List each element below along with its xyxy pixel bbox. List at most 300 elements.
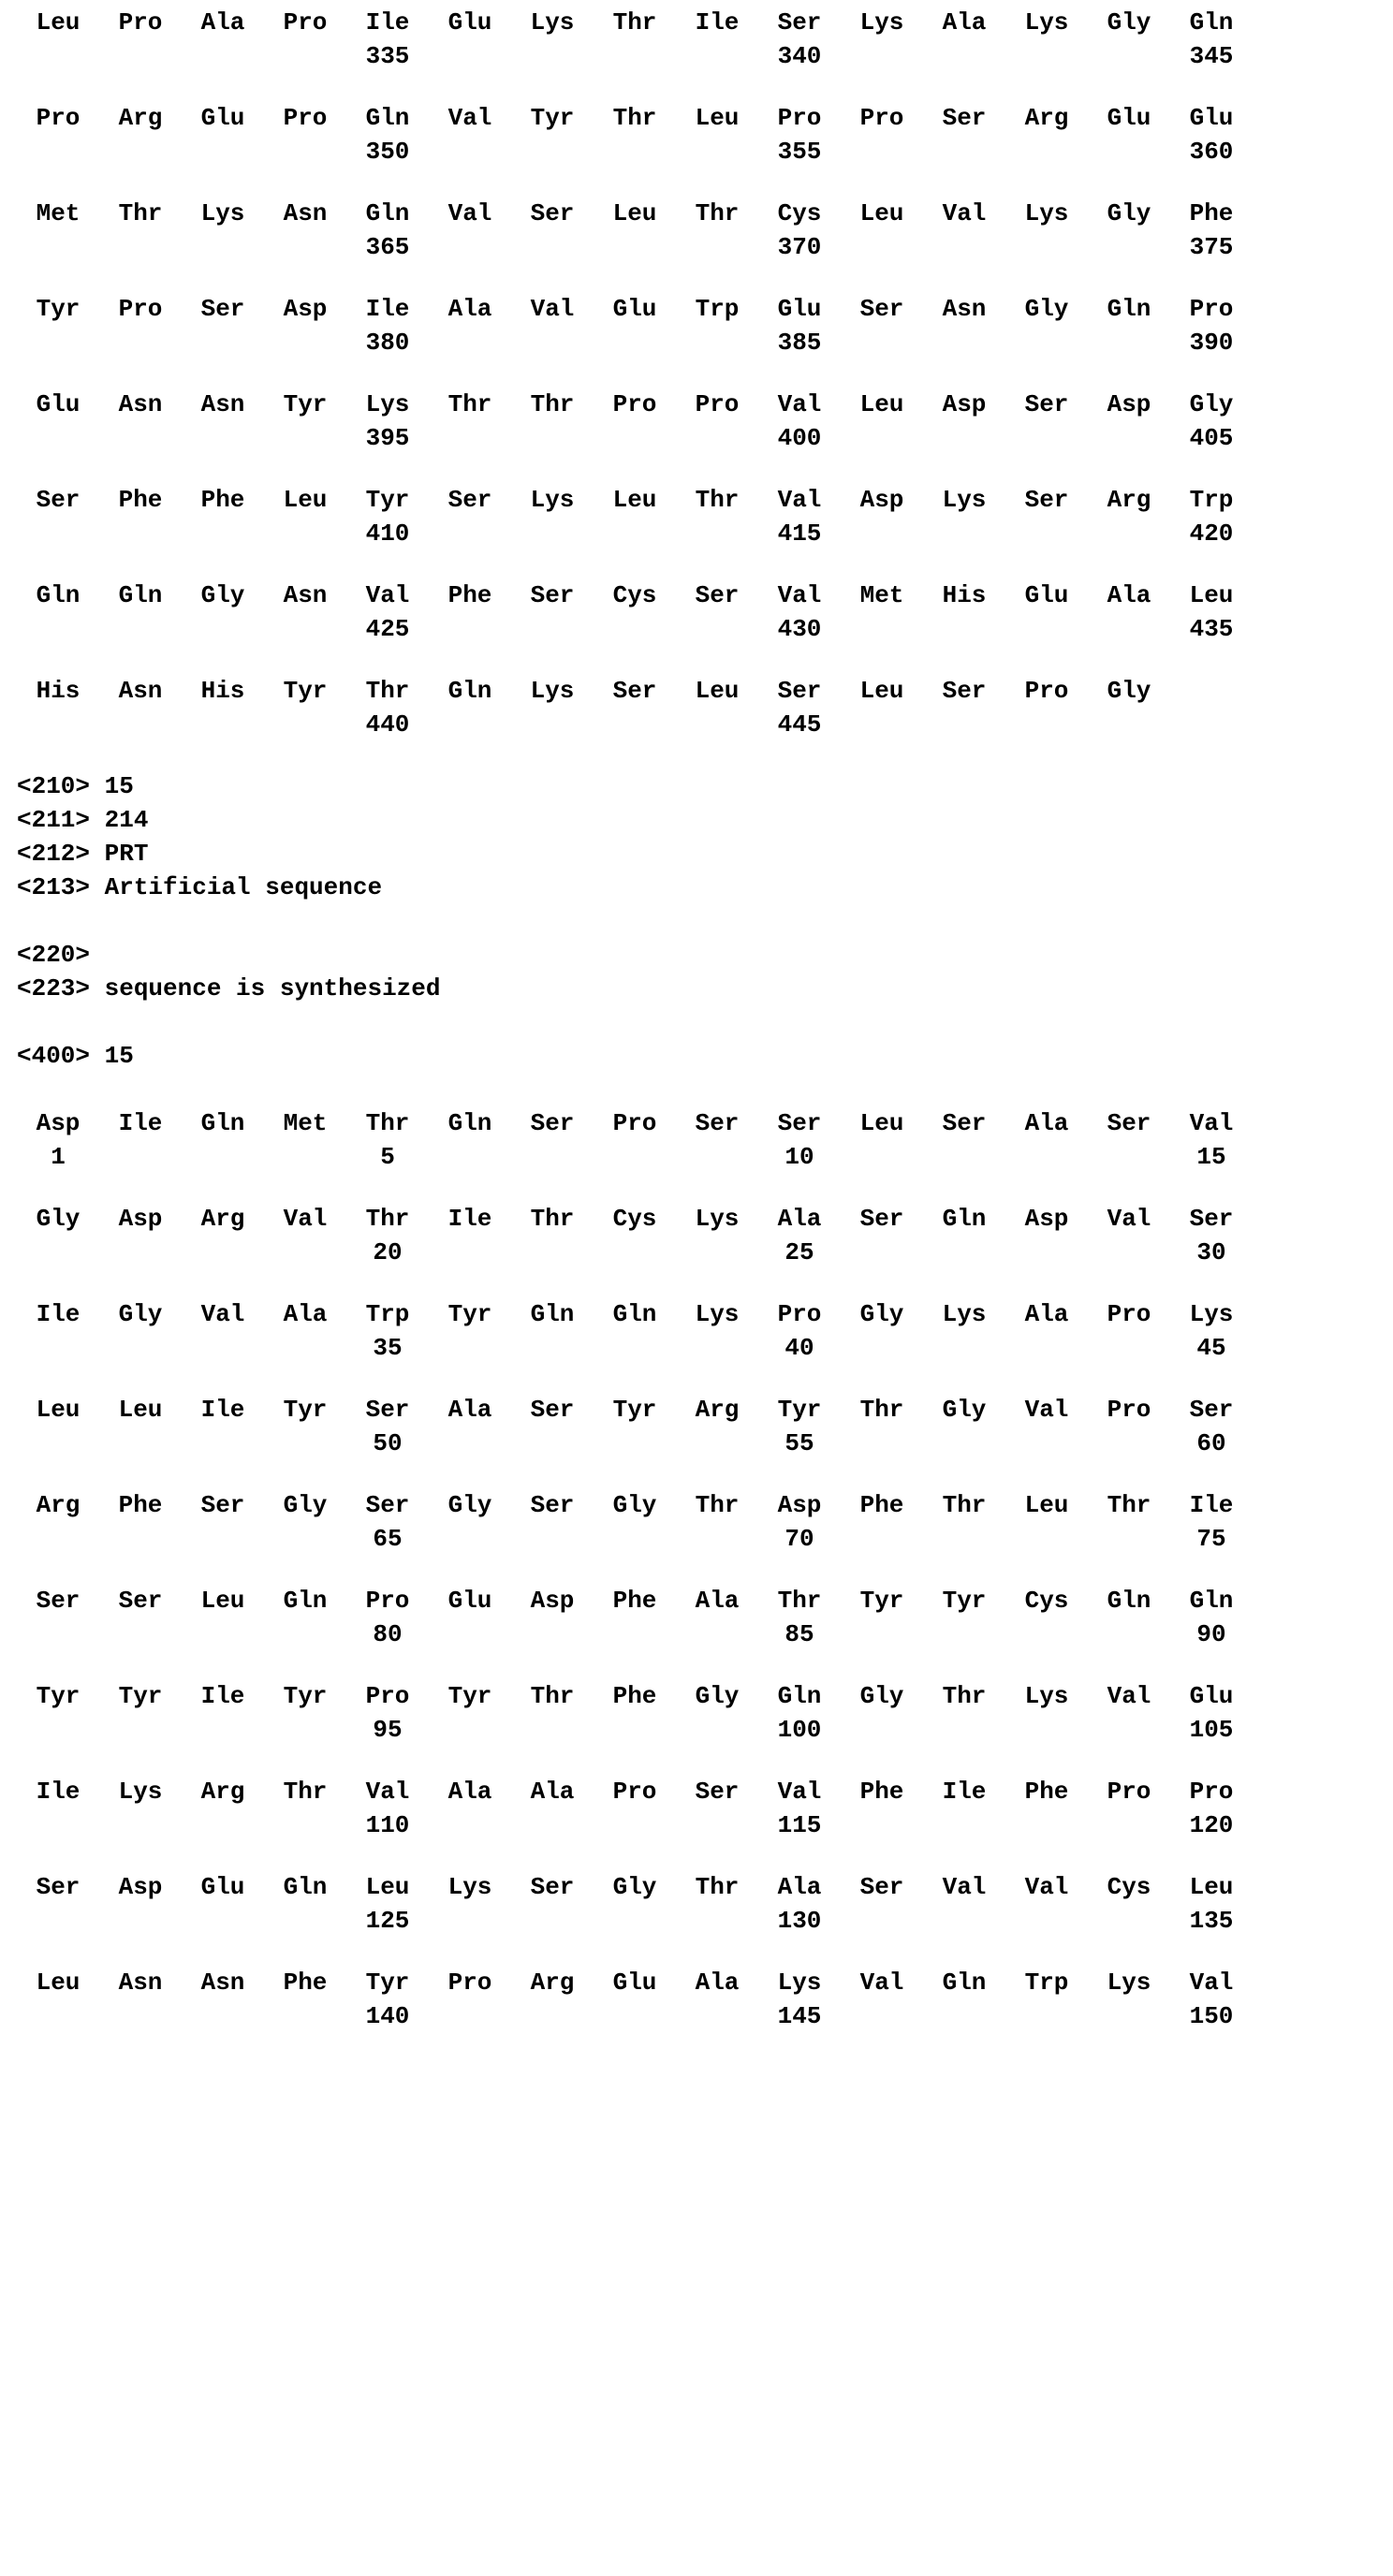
residue: Pro <box>1107 1300 1151 1328</box>
residue: Ser <box>942 104 987 132</box>
residue-number: 100 <box>777 1716 822 1744</box>
residue: Lys <box>1024 1682 1069 1710</box>
residue: Thr <box>283 1778 328 1806</box>
residue-number: 1 <box>51 1143 66 1171</box>
residue-number-blank <box>676 612 758 646</box>
residue: Lys <box>530 677 575 705</box>
residue-number-row <box>17 326 1393 359</box>
residue: Gln <box>942 1205 987 1233</box>
residue: Leu <box>859 677 904 705</box>
residue-number-blank <box>1088 39 1170 73</box>
residue-number-blank <box>429 1236 511 1269</box>
residue-number-blank <box>841 326 923 359</box>
residue: Pro <box>777 104 822 132</box>
tag-line: <213> Artificial sequence <box>17 873 383 901</box>
residue-number-blank <box>841 39 923 73</box>
residue-number-blank <box>17 1236 99 1269</box>
residue: Gly <box>859 1300 904 1328</box>
residue-number-blank <box>429 1522 511 1556</box>
residue-number-blank <box>923 135 1005 168</box>
residue: Phe <box>859 1778 904 1806</box>
residue-row <box>17 292 1393 326</box>
residue-number-blank <box>1005 708 1088 741</box>
residue: Pro <box>365 1587 410 1615</box>
residue-number: 50 <box>373 1429 403 1457</box>
residue-number-blank <box>1005 1617 1088 1651</box>
tag-line: <212> PRT <box>17 840 149 868</box>
residue-number-blank <box>1005 326 1088 359</box>
residue-number: 335 <box>365 42 410 70</box>
residue-number-row <box>17 421 1393 455</box>
residue: Leu <box>36 8 81 37</box>
residue: Asp <box>859 486 904 514</box>
residue-row <box>17 1584 1393 1617</box>
residue-number: 355 <box>777 138 822 166</box>
residue-number-blank <box>841 517 923 550</box>
residue: Glu <box>1024 581 1069 609</box>
residue-number-blank <box>676 1904 758 1938</box>
residue-number-blank <box>1005 1999 1088 2033</box>
residue-number-blank <box>841 1522 923 1556</box>
residue-number: 105 <box>1189 1716 1234 1744</box>
residue-number-blank <box>676 1808 758 1842</box>
residue-number-blank <box>264 1427 346 1460</box>
residue-number: 150 <box>1189 2002 1234 2030</box>
residue-number-blank <box>594 135 676 168</box>
residue-number: 70 <box>784 1525 814 1553</box>
residue-number-blank <box>1005 1140 1088 1174</box>
residue: Thr <box>365 1205 410 1233</box>
residue-number-blank <box>264 230 346 264</box>
residue: Tyr <box>283 1682 328 1710</box>
residue: Gln <box>612 1300 657 1328</box>
residue-number-blank <box>841 1904 923 1938</box>
residue: Val <box>777 486 822 514</box>
residue: Ser <box>365 1396 410 1424</box>
residue: Pro <box>612 390 657 418</box>
residue: Thr <box>118 199 163 227</box>
residue-number-blank <box>17 326 99 359</box>
residue: Val <box>283 1205 328 1233</box>
residue: Cys <box>1024 1587 1069 1615</box>
residue-number-row <box>17 39 1393 73</box>
residue: Tyr <box>530 104 575 132</box>
residue-number-blank <box>841 1331 923 1365</box>
residue-number: 360 <box>1189 138 1234 166</box>
residue: Leu <box>859 390 904 418</box>
residue: Thr <box>695 486 740 514</box>
residue: Lys <box>942 1300 987 1328</box>
residue: Gln <box>365 104 410 132</box>
residue-number-blank <box>17 1617 99 1651</box>
residue-number-blank <box>182 612 264 646</box>
residue: Thr <box>942 1491 987 1519</box>
residue: Pro <box>118 295 163 323</box>
residue-number-blank <box>1088 1713 1170 1747</box>
residue: Ser <box>36 1587 81 1615</box>
residue-number-blank <box>429 517 511 550</box>
residue-number-blank <box>511 135 594 168</box>
residue-number-blank <box>1005 1713 1088 1747</box>
residue: Val <box>200 1300 245 1328</box>
residue: Thr <box>942 1682 987 1710</box>
sequence-block <box>17 1870 1393 1938</box>
residue: Asp <box>118 1873 163 1901</box>
residue: Pro <box>612 1109 657 1137</box>
residue: Phe <box>447 581 492 609</box>
residue-number-blank <box>923 1617 1005 1651</box>
residue: Trp <box>1024 1969 1069 1997</box>
residue: Ala <box>777 1873 822 1901</box>
residue: Asn <box>118 390 163 418</box>
residue: Tyr <box>777 1396 822 1424</box>
residue: Ala <box>695 1969 740 1997</box>
residue-number-blank <box>511 1427 594 1460</box>
residue: Tyr <box>283 390 328 418</box>
residue: Pro <box>1107 1396 1151 1424</box>
residue: Lys <box>942 486 987 514</box>
residue: Lys <box>530 486 575 514</box>
residue: Arg <box>1107 486 1151 514</box>
residue-number-blank <box>676 326 758 359</box>
residue-number-blank <box>429 1427 511 1460</box>
residue-number-blank <box>676 1236 758 1269</box>
residue-number-blank <box>594 326 676 359</box>
residue-number-blank <box>1088 1617 1170 1651</box>
residue-number-blank <box>676 230 758 264</box>
spacer <box>17 904 1393 938</box>
residue-number-blank <box>1005 135 1088 168</box>
residue: Asn <box>942 295 987 323</box>
sequence-block <box>17 578 1393 646</box>
residue: Pro <box>365 1682 410 1710</box>
residue: Asn <box>283 199 328 227</box>
residue-number-blank <box>594 230 676 264</box>
residue: Ser <box>859 295 904 323</box>
residue-row <box>17 1297 1393 1331</box>
residue: Asp <box>942 390 987 418</box>
residue: Pro <box>859 104 904 132</box>
residue: Thr <box>447 390 492 418</box>
residue-number-row <box>17 1713 1393 1747</box>
residue: Met <box>859 581 904 609</box>
residue: Phe <box>1189 199 1234 227</box>
residue: Phe <box>200 486 245 514</box>
residue-row <box>17 1393 1393 1427</box>
residue-number-blank <box>99 421 182 455</box>
residue: Ile <box>200 1396 245 1424</box>
residue-number-blank <box>17 1999 99 2033</box>
residue: His <box>942 581 987 609</box>
sequence-block <box>17 1679 1393 1747</box>
residue-number-blank <box>17 708 99 741</box>
residue-number-blank <box>676 39 758 73</box>
residue: Lys <box>1107 1969 1151 1997</box>
residue: Ala <box>530 1778 575 1806</box>
residue: Ser <box>612 677 657 705</box>
residue-number-blank <box>17 1427 99 1460</box>
residue-number: 375 <box>1189 233 1234 261</box>
residue: Val <box>1189 1109 1234 1137</box>
residue: Glu <box>612 295 657 323</box>
residue-number-blank <box>264 1617 346 1651</box>
residue-number-blank <box>676 517 758 550</box>
residue-number-blank <box>264 1713 346 1747</box>
residue-number-blank <box>1005 421 1088 455</box>
residue-number-blank <box>264 135 346 168</box>
residue-number-blank <box>1088 1522 1170 1556</box>
residue-number-blank <box>841 1140 923 1174</box>
residue-number: 345 <box>1189 42 1234 70</box>
residue: Ser <box>365 1491 410 1519</box>
residue-number-row <box>17 1427 1393 1460</box>
residue: Lys <box>447 1873 492 1901</box>
residue: Ala <box>1024 1300 1069 1328</box>
residue: Ile <box>695 8 740 37</box>
residue-number-blank <box>594 517 676 550</box>
residue-number-blank <box>1088 708 1170 741</box>
residue-number-blank <box>182 1904 264 1938</box>
residue-number-blank <box>841 1236 923 1269</box>
residue-row <box>17 483 1393 517</box>
residue: Asp <box>530 1587 575 1615</box>
residue-number-blank <box>511 1904 594 1938</box>
residue-number: 120 <box>1189 1811 1234 1839</box>
residue: Lys <box>859 8 904 37</box>
sequence-block <box>17 1106 1393 1174</box>
sequence-block <box>17 1775 1393 1842</box>
residue-number-blank <box>594 1331 676 1365</box>
residue-number-blank <box>1005 1904 1088 1938</box>
residue-number-blank <box>99 326 182 359</box>
residue: Ser <box>942 1109 987 1137</box>
residue-number-blank <box>923 612 1005 646</box>
residue-number-blank <box>841 612 923 646</box>
residue: Leu <box>859 199 904 227</box>
residue: Glu <box>447 8 492 37</box>
residue: Lys <box>695 1300 740 1328</box>
residue: Glu <box>200 104 245 132</box>
residue: Ile <box>365 8 410 37</box>
residue-number-blank <box>594 612 676 646</box>
residue: Lys <box>777 1969 822 1997</box>
residue: Arg <box>695 1396 740 1424</box>
residue-number-blank <box>511 1713 594 1747</box>
sequence-block <box>17 6 1393 73</box>
residue: Lys <box>530 8 575 37</box>
residue-number-blank <box>264 1140 346 1174</box>
residue: His <box>200 677 245 705</box>
residue-number-blank <box>429 326 511 359</box>
residue: Pro <box>1189 1778 1234 1806</box>
residue: Arg <box>200 1205 245 1233</box>
residue: Ile <box>200 1682 245 1710</box>
residue: Gly <box>1024 295 1069 323</box>
residue: Ile <box>36 1300 81 1328</box>
residue: Trp <box>1189 486 1234 514</box>
residue-number-blank <box>99 1904 182 1938</box>
residue-number-blank <box>182 230 264 264</box>
residue: Leu <box>1189 1873 1234 1901</box>
residue: Pro <box>447 1969 492 1997</box>
residue: Pro <box>1024 677 1069 705</box>
residue: Ala <box>695 1587 740 1615</box>
residue-number-blank <box>1088 135 1170 168</box>
residue-number-blank <box>264 1808 346 1842</box>
residue: Cys <box>1107 1873 1151 1901</box>
residue: Ser <box>777 1109 822 1137</box>
residue: Ser <box>200 1491 245 1519</box>
residue: Arg <box>36 1491 81 1519</box>
residue: Glu <box>1107 104 1151 132</box>
residue-number-blank <box>594 1522 676 1556</box>
residue: Asn <box>283 581 328 609</box>
tag-group <box>17 769 1393 904</box>
residue: Lys <box>1024 8 1069 37</box>
residue-number-blank <box>594 1427 676 1460</box>
residue: Met <box>36 199 81 227</box>
residue: Gln <box>283 1587 328 1615</box>
residue-number-blank <box>1005 39 1088 73</box>
residue: Glu <box>200 1873 245 1901</box>
residue-number-blank <box>99 39 182 73</box>
residue: Tyr <box>447 1300 492 1328</box>
residue-number-blank <box>1088 421 1170 455</box>
residue-number-blank <box>1088 1140 1170 1174</box>
residue-number: 35 <box>373 1334 403 1362</box>
residue-number-blank <box>676 708 758 741</box>
residue-number-blank <box>182 421 264 455</box>
residue: Trp <box>695 295 740 323</box>
residue-number-blank <box>99 1522 182 1556</box>
residue-number-blank <box>511 1617 594 1651</box>
residue-number-blank <box>182 1522 264 1556</box>
residue-number-blank <box>923 1236 1005 1269</box>
tag-line: <400> 15 <box>17 1042 134 1070</box>
residue-number-blank <box>429 1904 511 1938</box>
residue: Gly <box>200 581 245 609</box>
residue-number-blank <box>923 1999 1005 2033</box>
residue: Thr <box>365 677 410 705</box>
residue-number-blank <box>676 1140 758 1174</box>
residue: Val <box>365 581 410 609</box>
residue: Thr <box>695 199 740 227</box>
residue: Cys <box>612 1205 657 1233</box>
residue: Gln <box>942 1969 987 1997</box>
residue-number-blank <box>264 1999 346 2033</box>
sequence-block <box>17 1297 1393 1365</box>
residue: Asp <box>1107 390 1151 418</box>
residue-number-blank <box>1005 1236 1088 1269</box>
residue-number-blank <box>264 1331 346 1365</box>
residue: Tyr <box>283 1396 328 1424</box>
residue-number-blank <box>429 1617 511 1651</box>
residue: Thr <box>859 1396 904 1424</box>
residue-number-blank <box>841 1713 923 1747</box>
residue-number-blank <box>17 421 99 455</box>
residue-number-row <box>17 135 1393 168</box>
residue-number-blank <box>841 1999 923 2033</box>
residue: Ser <box>777 8 822 37</box>
residue: Ser <box>1189 1205 1234 1233</box>
residue-number-blank <box>594 1999 676 2033</box>
residue-number-blank <box>841 421 923 455</box>
residue: Ser <box>1024 390 1069 418</box>
residue-number-blank <box>182 1427 264 1460</box>
residue: Met <box>283 1109 328 1137</box>
residue-number: 370 <box>777 233 822 261</box>
residue: Phe <box>118 486 163 514</box>
sequence-block <box>17 197 1393 264</box>
residue-row <box>17 1106 1393 1140</box>
residue: Ser <box>118 1587 163 1615</box>
residue: Glu <box>1189 1682 1234 1710</box>
sequence-block <box>17 1202 1393 1269</box>
residue: Thr <box>530 390 575 418</box>
residue-number-blank <box>182 1236 264 1269</box>
residue-number-blank <box>17 135 99 168</box>
residue: Ser <box>530 1491 575 1519</box>
residue-number: 115 <box>777 1811 822 1839</box>
residue: Cys <box>777 199 822 227</box>
residue: Gln <box>118 581 163 609</box>
spacer <box>17 1073 1393 1106</box>
residue-number: 15 <box>1196 1143 1226 1171</box>
residue-number: 55 <box>784 1429 814 1457</box>
residue-number: 20 <box>373 1238 403 1266</box>
residue: Thr <box>1107 1491 1151 1519</box>
residue-number: 10 <box>784 1143 814 1171</box>
residue: Ala <box>777 1205 822 1233</box>
residue: Val <box>777 581 822 609</box>
residue: Ser <box>530 581 575 609</box>
residue-row <box>17 1488 1393 1522</box>
residue-number: 125 <box>365 1907 410 1935</box>
residue: Pro <box>118 8 163 37</box>
residue: Leu <box>859 1109 904 1137</box>
residue-number-blank <box>594 1808 676 1842</box>
residue-number-blank <box>594 421 676 455</box>
residue-number-blank <box>17 517 99 550</box>
residue: Val <box>1107 1205 1151 1233</box>
residue-number-blank <box>429 39 511 73</box>
residue-number-blank <box>429 1999 511 2033</box>
residue-number-blank <box>511 517 594 550</box>
residue-number-blank <box>182 1331 264 1365</box>
residue-number-row <box>17 612 1393 646</box>
residue: Val <box>530 295 575 323</box>
residue-number-blank <box>923 421 1005 455</box>
residue-number-blank <box>923 326 1005 359</box>
residue-number: 420 <box>1189 520 1234 548</box>
residue: Val <box>777 390 822 418</box>
residue-number-row <box>17 517 1393 550</box>
residue: Thr <box>695 1491 740 1519</box>
residue-number-blank <box>429 421 511 455</box>
residue: Ile <box>118 1109 163 1137</box>
residue: Thr <box>612 8 657 37</box>
residue-row <box>17 197 1393 230</box>
residue-number: 85 <box>784 1620 814 1648</box>
residue: Gly <box>36 1205 81 1233</box>
residue-number: 145 <box>777 2002 822 2030</box>
residue: Val <box>1024 1396 1069 1424</box>
residue: Ser <box>777 677 822 705</box>
residue: Asp <box>777 1491 822 1519</box>
residue: Thr <box>530 1205 575 1233</box>
residue: Ala <box>942 8 987 37</box>
residue-number-blank <box>676 1999 758 2033</box>
